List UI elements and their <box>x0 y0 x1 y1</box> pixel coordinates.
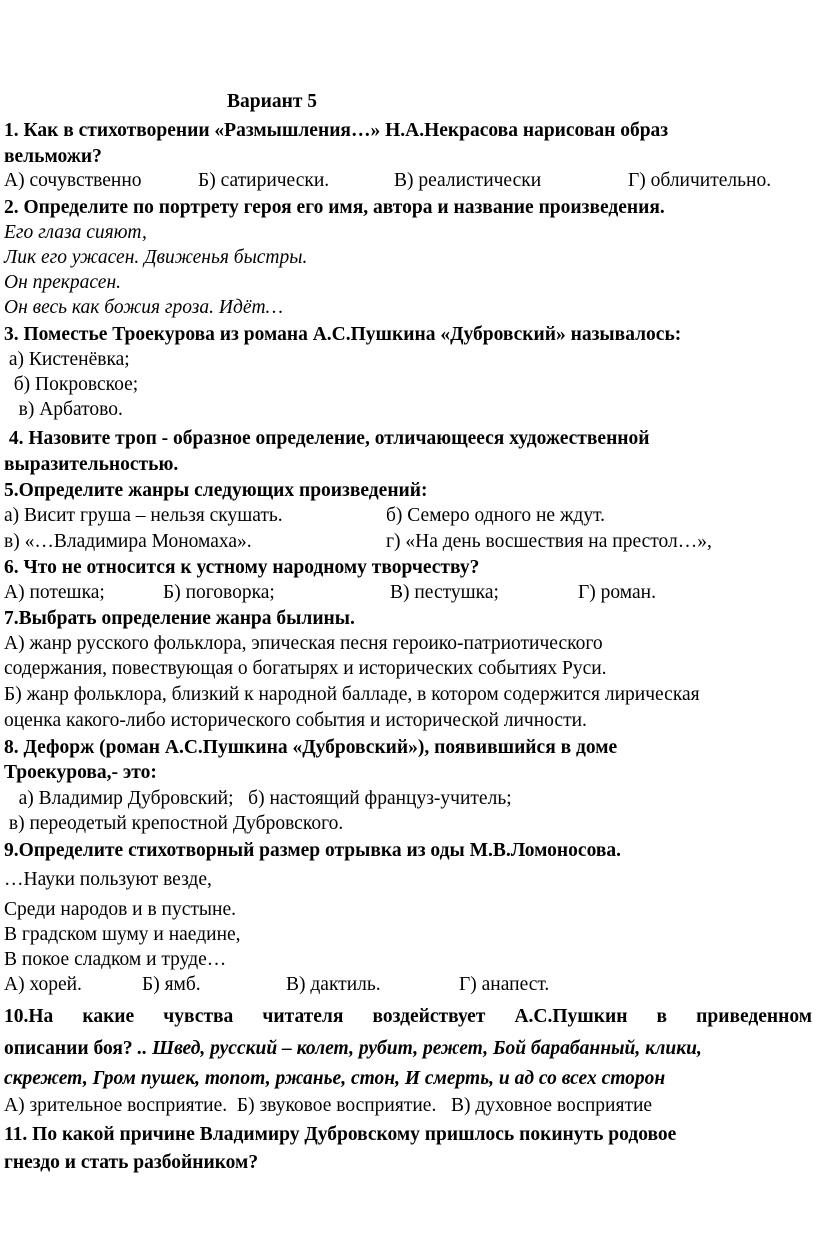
q2-poem-line-1: Его глаза сияют, <box>4 222 147 243</box>
q9-poem-line-3: В градском шуму и наедине, <box>4 924 241 945</box>
q10-word: чувства <box>163 1006 234 1027</box>
q3-option-a: а) Кистенёвка; <box>4 349 130 370</box>
question-8-text-cont: Троекурова,- это: <box>4 762 157 783</box>
q10-word: А.С.Пушкин <box>514 1006 628 1027</box>
q10-quote-line-1: .. Швед, русский – колет, рубит, режет, Бой барабанный, клики, <box>137 1038 702 1059</box>
question-1-text: 1. Как в стихотворении «Размышления…» Н.А.Некрасова нарисован образ <box>4 120 669 141</box>
q10-word: воздействует <box>372 1006 486 1027</box>
q8-options-line-2: в) переодетый крепостной Дубровского. <box>4 813 344 834</box>
question-10-text <box>4 1004 812 1030</box>
q9-poem-line-4: В покое сладком и труде… <box>4 949 227 970</box>
question-4-text-cont: выразительностью. <box>4 454 179 475</box>
question-5-text: 5.Определите жанры следующих произведений: <box>4 480 428 501</box>
q9-option-c: В) дактиль. <box>286 974 381 995</box>
q6-option-a: А) потешка; <box>4 582 105 603</box>
variant-title: Вариант 5 <box>227 91 318 112</box>
question-8-text: 8. Дефорж (роман А.С.Пушкина «Дубровский»), появившийся в доме <box>4 737 618 758</box>
q7-option-a-line-2: содержания, повествующая о богатырях и исторических событиях Руси. <box>4 658 607 679</box>
q8-options-line-1: а) Владимир Дубровский; б) настоящий француз-учитель; <box>4 788 512 809</box>
question-11-text: 11. По какой причине Владимиру Дубровскому пришлось покинуть родовое <box>4 1124 677 1145</box>
q1-option-b: Б) сатирически. <box>198 170 330 191</box>
q10-line-2-bold: описании боя? <box>4 1038 138 1059</box>
q5-item-d: г) «На день восшествия на престол…», <box>386 531 712 552</box>
q7-option-b-line-2: оценка какого-либо исторического события и исторической личности. <box>4 710 587 731</box>
question-3-text: 3. Поместье Троекурова из романа А.С.Пушкина «Дубровский» называлось: <box>4 324 682 345</box>
q9-option-b: Б) ямб. <box>142 974 201 995</box>
q3-option-b: б) Покровское; <box>4 374 139 395</box>
q6-option-c: В) пестушка; <box>390 582 499 603</box>
q9-option-d: Г) анапест. <box>459 974 550 995</box>
q7-option-a-line-1: А) жанр русского фольклора, эпическая песня героико-патриотического <box>4 633 603 654</box>
q3-option-c: в) Арбатово. <box>4 399 123 420</box>
q10-word: 10.На <box>4 1006 54 1027</box>
question-4-text: 4. Назовите троп - образное определение, отличающееся художественной <box>4 428 650 449</box>
q6-option-b: Б) поговорка; <box>163 582 275 603</box>
q1-option-d: Г) обличительно. <box>628 170 772 191</box>
q9-poem-line-1: …Науки пользуют везде, <box>4 869 212 890</box>
q6-option-d: Г) роман. <box>578 582 656 603</box>
question-10-text-cont <box>4 1036 702 1062</box>
q9-option-a: А) хорей. <box>4 974 82 995</box>
q10-quote-line-2: скрежет, Гром пушек, топот, ржанье, стон, И смерть, и ад со всех сторон <box>4 1068 666 1089</box>
q10-word: приведенном <box>696 1006 813 1027</box>
question-9-text: 9.Определите стихотворный размер отрывка из оды М.В.Ломоносова. <box>4 840 621 861</box>
q7-option-b-line-1: Б) жанр фольклора, близкий к народной балладе, в котором содержится лирическая <box>4 684 700 705</box>
question-2-text: 2. Определите по портрету героя его имя, автора и название произведения. <box>4 197 665 218</box>
q5-item-a: а) Висит груша – нельзя скушать. <box>4 505 283 526</box>
q2-poem-line-2: Лик его ужасен. Движенья быстры. <box>4 247 308 268</box>
q5-item-c: в) «…Владимира Мономаха». <box>4 531 252 552</box>
q9-poem-line-2: Среди народов и в пустыне. <box>4 899 236 920</box>
q2-poem-line-4: Он весь как божия гроза. Идёт… <box>4 297 283 318</box>
q10-word: читателя <box>262 1006 344 1027</box>
q10-options: А) зрительное восприятие. Б) звуковое восприятие. В) духовное восприятие <box>4 1095 653 1116</box>
q5-item-b: б) Семеро одного не ждут. <box>386 505 606 526</box>
q1-option-c: В) реалистически <box>394 170 542 191</box>
question-11-text-cont: гнездо и стать разбойником? <box>4 1152 259 1173</box>
question-7-text: 7.Выбрать определение жанра былины. <box>4 608 355 629</box>
question-6-text: 6. Что не относится к устному народному творчеству? <box>4 557 480 578</box>
question-1-text-cont: вельможи? <box>4 146 102 167</box>
q10-word: в <box>656 1006 668 1027</box>
q1-option-a: А) сочувственно <box>4 170 142 191</box>
q2-poem-line-3: Он прекрасен. <box>4 272 122 293</box>
q10-word: какие <box>82 1006 135 1027</box>
